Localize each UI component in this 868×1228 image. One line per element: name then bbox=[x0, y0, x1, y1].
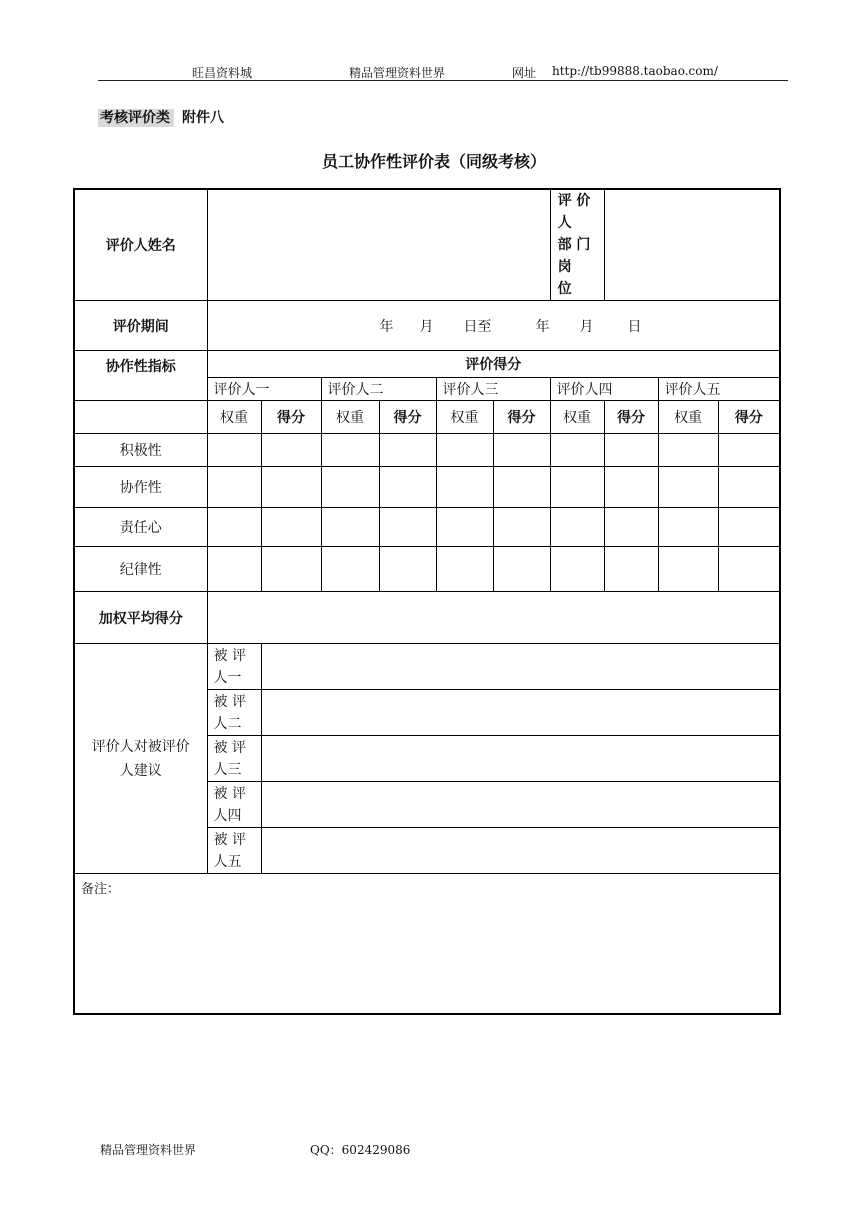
period-month-label: 月 bbox=[579, 318, 594, 335]
score-header: 评价得分 bbox=[207, 351, 780, 378]
weight-cell[interactable] bbox=[658, 434, 718, 467]
evaluatee-label-line: 人一 bbox=[213, 669, 242, 686]
evaluatee-label-line: 被 评 bbox=[213, 831, 246, 848]
score-cell[interactable] bbox=[379, 434, 436, 467]
weight-cell[interactable] bbox=[658, 467, 718, 508]
score-label: 得分 bbox=[493, 401, 550, 434]
score-cell[interactable] bbox=[718, 434, 780, 467]
evaluatee-label-line: 被 评 bbox=[213, 739, 246, 756]
suggestion-row bbox=[74, 644, 780, 690]
score-cell[interactable] bbox=[379, 508, 436, 547]
weight-cell[interactable] bbox=[550, 434, 604, 467]
score-cell[interactable] bbox=[493, 508, 550, 547]
period-year-label: 年 bbox=[379, 318, 394, 335]
period-month-label: 月 bbox=[419, 318, 434, 335]
remarks-field[interactable] bbox=[74, 874, 780, 1014]
evaluatee-label-line: 人二 bbox=[213, 715, 242, 732]
period-year-label: 年 bbox=[535, 318, 550, 335]
weight-cell[interactable] bbox=[550, 508, 604, 547]
evaluatee-label-line: 人三 bbox=[213, 761, 242, 778]
evaluator-col-1: 评价人一 bbox=[207, 378, 321, 401]
score-cell[interactable] bbox=[261, 434, 321, 467]
suggestion-field[interactable] bbox=[261, 828, 780, 874]
annex-label: 附件八 bbox=[182, 110, 224, 126]
score-cell[interactable] bbox=[604, 547, 658, 592]
dept-label-line: 位 bbox=[557, 281, 572, 297]
weight-cell[interactable] bbox=[658, 547, 718, 592]
score-cell[interactable] bbox=[604, 467, 658, 508]
suggestion-field[interactable] bbox=[261, 782, 780, 828]
score-cell[interactable] bbox=[261, 547, 321, 592]
weight-cell[interactable] bbox=[321, 547, 379, 592]
evaluator-col-2: 评价人二 bbox=[321, 378, 436, 401]
dept-label-line: 部 门 岗 bbox=[557, 237, 591, 275]
score-label: 得分 bbox=[379, 401, 436, 434]
weight-label: 权重 bbox=[658, 401, 718, 434]
remarks-row bbox=[74, 874, 780, 1014]
evaluatee-label-line: 人五 bbox=[213, 853, 242, 870]
indicator-row bbox=[74, 508, 780, 547]
weight-cell[interactable] bbox=[550, 467, 604, 508]
weight-cell[interactable] bbox=[436, 547, 493, 592]
indicator-header: 协作性指标 bbox=[74, 351, 207, 401]
page-title: 员工协作性评价表（同级考核） bbox=[321, 152, 546, 171]
evaluator-dept-label bbox=[550, 189, 604, 301]
indicator-label: 积极性 bbox=[74, 434, 207, 467]
header-store: 旺昌资料城 bbox=[192, 66, 253, 80]
weighted-avg-row bbox=[74, 592, 780, 644]
score-cell[interactable] bbox=[718, 547, 780, 592]
category-tag: 考核评价类 bbox=[98, 109, 174, 127]
period-day-to-label: 日至 bbox=[463, 318, 492, 335]
weight-cell[interactable] bbox=[207, 467, 261, 508]
score-cell[interactable] bbox=[718, 508, 780, 547]
weight-cell[interactable] bbox=[658, 508, 718, 547]
footer-qq: QQ：602429086 bbox=[310, 1143, 411, 1157]
score-cell[interactable] bbox=[493, 547, 550, 592]
evaluator-name-field[interactable] bbox=[207, 189, 550, 301]
indicator-label: 责任心 bbox=[74, 508, 207, 547]
remarks-label: 备注： bbox=[81, 882, 121, 897]
score-cell[interactable] bbox=[261, 508, 321, 547]
evaluatee-label-line: 被 评 bbox=[213, 647, 246, 664]
indicator-row bbox=[74, 434, 780, 467]
weight-cell[interactable] bbox=[436, 434, 493, 467]
indicator-row bbox=[74, 467, 780, 508]
evaluation-form bbox=[73, 188, 781, 1015]
score-cell[interactable] bbox=[604, 508, 658, 547]
evaluator-col-4: 评价人四 bbox=[550, 378, 658, 401]
header-url-label: 网址 bbox=[512, 66, 537, 80]
score-cell[interactable] bbox=[493, 434, 550, 467]
weighted-avg-label: 加权平均得分 bbox=[74, 592, 207, 644]
indicator-row bbox=[74, 547, 780, 592]
evaluatee-label-line: 被 评 bbox=[213, 693, 246, 710]
period-day-label: 日 bbox=[627, 318, 642, 335]
evaluatee-label bbox=[207, 782, 261, 828]
evaluator-col-3: 评价人三 bbox=[436, 378, 550, 401]
score-cell[interactable] bbox=[718, 467, 780, 508]
weight-score-row bbox=[74, 401, 780, 434]
weight-label: 权重 bbox=[436, 401, 493, 434]
header-divider bbox=[98, 80, 788, 81]
weight-cell[interactable] bbox=[207, 508, 261, 547]
blank-cell bbox=[74, 401, 207, 434]
weight-label: 权重 bbox=[207, 401, 261, 434]
footer-world: 精品管理资料世界 bbox=[100, 1143, 197, 1157]
period-row bbox=[74, 301, 780, 351]
score-cell[interactable] bbox=[379, 547, 436, 592]
evaluatee-label-line: 人四 bbox=[213, 807, 242, 824]
weight-cell[interactable] bbox=[436, 467, 493, 508]
score-label: 得分 bbox=[718, 401, 780, 434]
header-url-link[interactable]: http://tb99888.taobao.com/ bbox=[552, 64, 718, 78]
evaluator-name-label: 评价人姓名 bbox=[74, 189, 207, 301]
evaluatee-label bbox=[207, 736, 261, 782]
weight-cell[interactable] bbox=[321, 434, 379, 467]
suggestion-field[interactable] bbox=[261, 736, 780, 782]
evaluatee-label-line: 被 评 bbox=[213, 785, 246, 802]
weight-cell[interactable] bbox=[321, 467, 379, 508]
evaluatee-label bbox=[207, 828, 261, 874]
dept-label-line: 评 价 人 bbox=[557, 193, 591, 231]
indicator-header-row bbox=[74, 351, 780, 378]
evaluator-col-5: 评价人五 bbox=[658, 378, 780, 401]
period-label: 评价期间 bbox=[74, 301, 207, 351]
category-line bbox=[98, 107, 224, 127]
weight-label: 权重 bbox=[321, 401, 379, 434]
score-label: 得分 bbox=[604, 401, 658, 434]
weight-cell[interactable] bbox=[321, 508, 379, 547]
weight-label: 权重 bbox=[550, 401, 604, 434]
weighted-avg-field[interactable] bbox=[207, 592, 780, 644]
evaluatee-label bbox=[207, 690, 261, 736]
indicator-label: 协作性 bbox=[74, 467, 207, 508]
score-label: 得分 bbox=[261, 401, 321, 434]
weight-cell[interactable] bbox=[436, 508, 493, 547]
score-cell[interactable] bbox=[604, 434, 658, 467]
header-world: 精品管理资料世界 bbox=[349, 66, 446, 80]
evaluator-dept-field[interactable] bbox=[604, 189, 780, 301]
weight-cell[interactable] bbox=[207, 547, 261, 592]
indicator-label: 纪律性 bbox=[74, 547, 207, 592]
evaluator-row bbox=[74, 189, 780, 301]
score-cell[interactable] bbox=[493, 467, 550, 508]
weight-cell[interactable] bbox=[550, 547, 604, 592]
suggestion-field[interactable] bbox=[261, 690, 780, 736]
weight-cell[interactable] bbox=[207, 434, 261, 467]
score-cell[interactable] bbox=[261, 467, 321, 508]
score-cell[interactable] bbox=[379, 467, 436, 508]
suggestion-label: 评价人对被评价人建议 bbox=[74, 644, 207, 874]
suggestion-field[interactable] bbox=[261, 644, 780, 690]
evaluatee-label bbox=[207, 644, 261, 690]
period-field[interactable] bbox=[207, 301, 780, 351]
